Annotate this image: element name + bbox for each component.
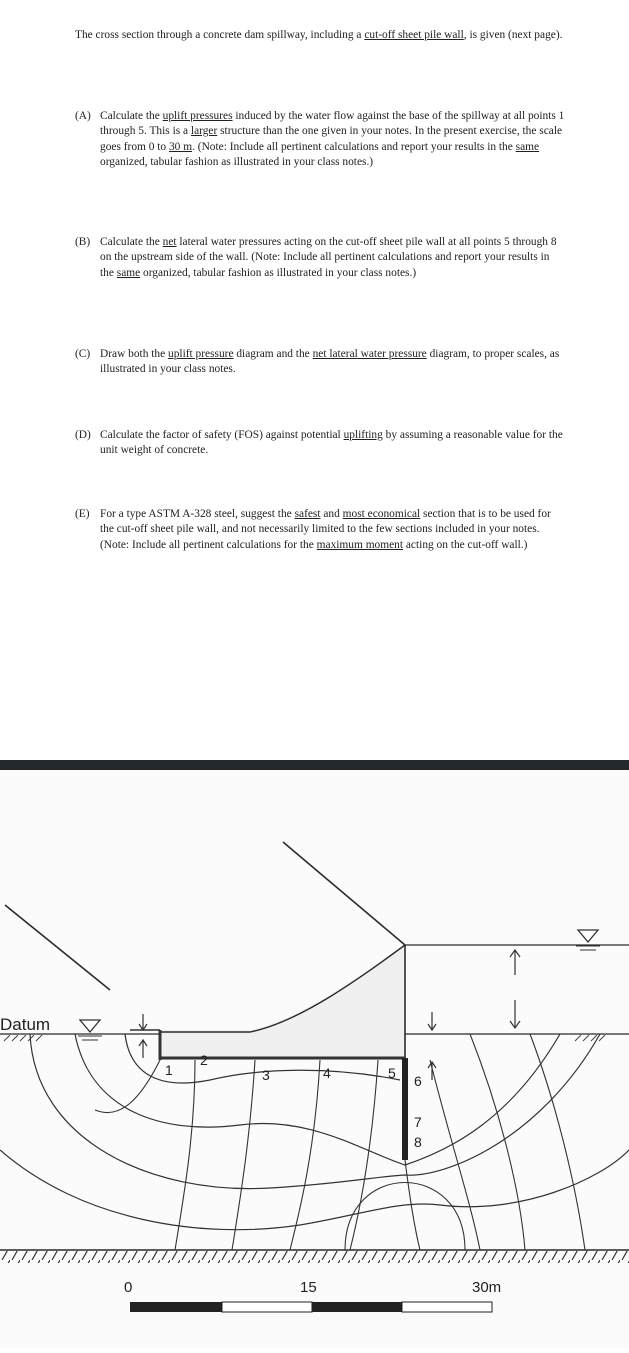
downstream-water-symbol xyxy=(78,1020,102,1040)
intro-text-2: , is given (next page). xyxy=(463,29,563,41)
equipotential-3 xyxy=(232,1060,255,1250)
upstream-water-symbol xyxy=(576,930,600,950)
equipotential-5 xyxy=(350,1060,378,1250)
question-e-label: (E) xyxy=(75,508,90,520)
point-label-3: 3 xyxy=(262,1067,270,1083)
qa-underline-4: same xyxy=(515,140,540,153)
qc-text-3: diagram, to proper scales, as illustrated in your class notes. xyxy=(100,348,560,376)
qb-text-1: Calculate the xyxy=(100,236,163,248)
qe-text-3: section that is to be used for the cut-off sheet pile wall, and not necessarily limited to the few sections included in your notes. (Note: Include all pertinent calculations for the xyxy=(100,508,551,551)
qb-text-3: organized, tabular fashion as illustrated in your class notes.) xyxy=(140,266,417,279)
flow-line-4 xyxy=(0,1150,629,1230)
point-label-2: 2 xyxy=(200,1052,208,1068)
qa-text-2: induced by the water flow against the base of the spillway at all points 1 through 5. This is a xyxy=(100,110,565,138)
equipotential-1 xyxy=(95,1060,160,1113)
question-c xyxy=(75,347,565,378)
qe-underline-1: safest xyxy=(294,508,321,520)
equipotential-7 xyxy=(430,1060,480,1250)
qc-underline-1: uplift pressure xyxy=(168,348,234,360)
point-label-7: 7 xyxy=(414,1114,422,1130)
scale-label-0: 0 xyxy=(124,1279,133,1296)
question-d-body xyxy=(100,428,565,459)
question-c-body xyxy=(100,347,565,378)
point-label-8: 8 xyxy=(414,1134,422,1150)
scale-label-30m: 30m xyxy=(472,1279,502,1296)
qa-underline-2: larger xyxy=(190,125,218,138)
question-d-label: (D) xyxy=(75,429,91,441)
question-b-body xyxy=(100,235,565,281)
question-e-body xyxy=(100,507,565,553)
head-dimension xyxy=(510,950,520,1028)
question-a xyxy=(75,109,565,170)
point-label-1: 1 xyxy=(165,1062,173,1078)
ground-hatch-right xyxy=(575,1035,605,1041)
scale-label-15: 15 xyxy=(300,1279,317,1296)
dam-upstream-slope xyxy=(283,842,405,945)
point-label-6: 6 xyxy=(414,1073,422,1089)
question-b xyxy=(75,235,565,281)
qc-text-2: diagram and the xyxy=(233,348,313,360)
qd-text-2: by assuming a reasonable value for the unit weight of concrete. xyxy=(100,429,563,457)
qa-text-5: organized, tabular fashion as illustrated in your class notes.) xyxy=(100,155,374,168)
equipotential-4 xyxy=(290,1060,320,1250)
equipotential-2 xyxy=(175,1060,195,1250)
qd-underline-1: uplifting xyxy=(343,429,383,441)
equipotential-circle xyxy=(345,1183,465,1251)
question-c-label: (C) xyxy=(75,348,91,360)
qe-underline-3: maximum moment xyxy=(316,538,404,551)
scale-bar-seg-4 xyxy=(402,1302,492,1312)
flow-net-svg xyxy=(0,770,629,1348)
datum-label: Datum xyxy=(0,1015,51,1034)
qb-underline-2: same xyxy=(116,266,141,279)
qe-text-1: For a type ASTM A-328 steel, suggest the xyxy=(100,508,295,520)
point-label-5: 5 xyxy=(388,1065,396,1081)
question-d xyxy=(75,428,565,459)
dam-body xyxy=(160,945,405,1060)
scale-bar-seg-3 xyxy=(312,1302,402,1312)
page-divider xyxy=(0,760,629,770)
impervious-base-hatch xyxy=(0,1251,629,1263)
left-slope-line xyxy=(5,905,110,990)
intro-text-1: The cross section through a concrete dam spillway, including a xyxy=(75,29,365,41)
qa-underline-3: 30 m xyxy=(168,140,193,153)
point-label-4: 4 xyxy=(323,1065,331,1081)
qe-text-4: acting on the cut-off wall.) xyxy=(403,538,528,551)
scale-bar-seg-2 xyxy=(222,1302,312,1312)
intro-underlined-term: cut-off sheet pile wall xyxy=(364,29,464,41)
question-e xyxy=(75,507,565,553)
qa-underline-1: uplift pressures xyxy=(162,110,233,122)
scale-bar-seg-1 xyxy=(130,1302,222,1312)
qe-underline-2: most economical xyxy=(342,508,421,520)
equipotential-8 xyxy=(470,1034,525,1250)
flow-net-figure xyxy=(0,770,629,1348)
qd-text-1: Calculate the factor of safety (FOS) against potential xyxy=(100,429,344,441)
question-a-label: (A) xyxy=(75,110,91,122)
qc-text-1: Draw both the xyxy=(100,348,169,360)
qb-text-2: lateral water pressures acting on the cut-off sheet pile wall at all points 5 through 8 on the upstream side of the wall. (Note: Include all pertinent calculations and report your results in the xyxy=(100,236,557,279)
ground-hatch-left xyxy=(4,1035,42,1041)
question-a-body xyxy=(100,109,565,170)
qa-text-3: structure than the one given in your notes. In the present exercise, the scale goes from 0 to xyxy=(100,125,563,153)
qe-text-2: and xyxy=(320,508,343,520)
qb-underline-1: net xyxy=(162,236,177,248)
qc-underline-2: net lateral water pressure xyxy=(312,348,427,360)
qa-text-1: Calculate the xyxy=(100,110,163,122)
question-b-label: (B) xyxy=(75,236,91,248)
qa-text-4: . (Note: Include all pertinent calculations and report your results in the xyxy=(192,140,516,153)
intro-paragraph xyxy=(75,28,565,43)
flow-lines xyxy=(0,1034,629,1230)
